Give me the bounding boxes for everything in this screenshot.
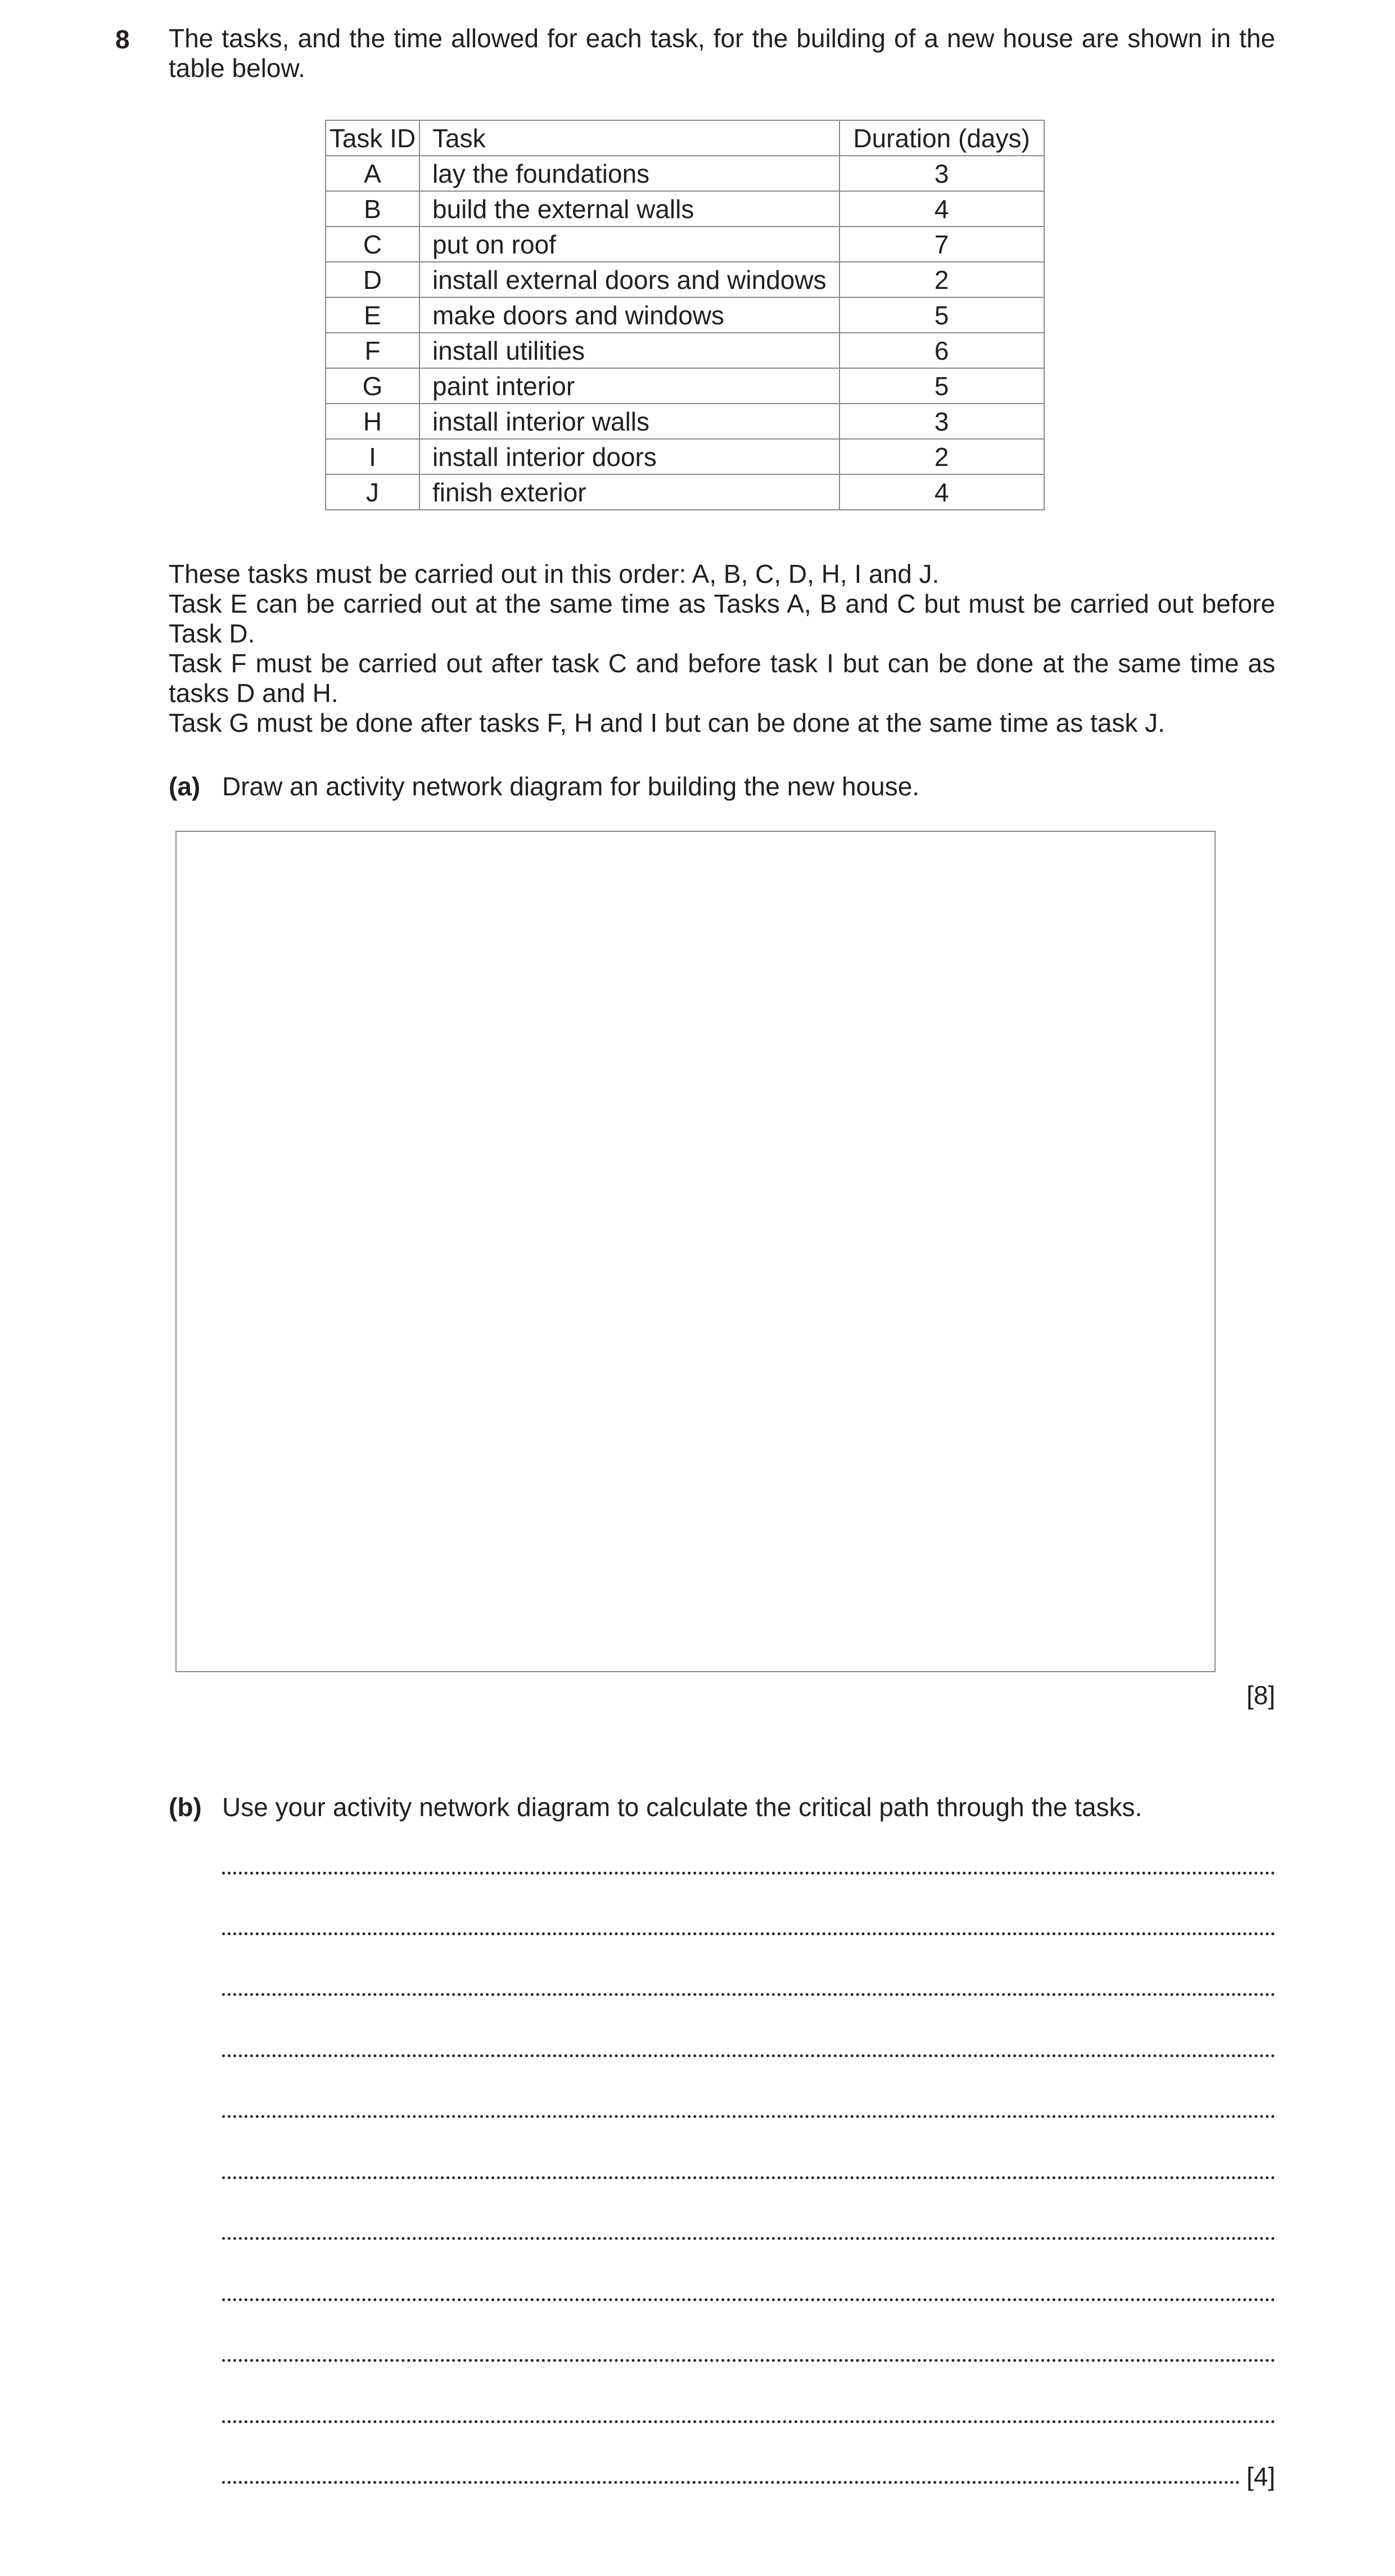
- task-name-cell: paint interior: [419, 368, 839, 404]
- task-duration-cell: 7: [839, 227, 1044, 262]
- task-id-cell: F: [326, 333, 419, 368]
- task-duration-cell: 6: [839, 333, 1044, 368]
- answer-line[interactable]: [222, 2481, 1240, 2484]
- rule-text: Task F must be carried out after task C and before task I but can be done at the same time as tasks D and H.: [169, 649, 1275, 708]
- task-name-cell: install utilities: [419, 333, 839, 368]
- task-order-rules: [169, 559, 1275, 738]
- part-a-question: Draw an activity network diagram for building the new house.: [222, 772, 920, 801]
- task-duration-cell: 2: [839, 439, 1044, 474]
- table-row: [326, 404, 1044, 439]
- question-intro: The tasks, and the time allowed for each task, for the building of a new house are shown in the table below.: [169, 24, 1275, 83]
- task-duration-cell: 4: [839, 474, 1044, 510]
- question-number: 8: [115, 25, 130, 54]
- diagram-answer-box[interactable]: [175, 831, 1216, 1672]
- task-duration-cell: 3: [839, 156, 1044, 191]
- table-row: [326, 439, 1044, 474]
- task-name-cell: put on roof: [419, 227, 839, 262]
- table-row: [326, 368, 1044, 404]
- answer-line[interactable]: [222, 2359, 1275, 2362]
- answer-line[interactable]: [222, 2298, 1275, 2301]
- task-duration-cell: 2: [839, 262, 1044, 297]
- answer-line[interactable]: [222, 2237, 1275, 2240]
- task-id-cell: I: [326, 439, 419, 474]
- table-row: [326, 474, 1044, 510]
- task-id-cell: B: [326, 191, 419, 227]
- part-b-label: (b): [169, 1792, 202, 1822]
- rule-text: Task E can be carried out at the same time as Tasks A, B and C but must be carried out before Task D.: [169, 589, 1275, 648]
- part-b-marks: [4]: [1246, 2462, 1275, 2491]
- task-duration-cell: 3: [839, 404, 1044, 439]
- rule-text: Task G must be done after tasks F, H and I but can be done at the same time as task J.: [169, 708, 1165, 737]
- table-row: [326, 262, 1044, 297]
- task-name-cell: install external doors and windows: [419, 262, 839, 297]
- task-name-cell: build the external walls: [419, 191, 839, 227]
- task-name-cell: install interior walls: [419, 404, 839, 439]
- task-name-cell: lay the foundations: [419, 156, 839, 191]
- rule-text: These tasks must be carried out in this order: A, B, C, D, H, I and J.: [169, 559, 940, 588]
- task-id-cell: G: [326, 368, 419, 404]
- task-name-cell: make doors and windows: [419, 297, 839, 333]
- table-row: [326, 191, 1044, 227]
- task-id-cell: A: [326, 156, 419, 191]
- part-a-label: (a): [169, 772, 201, 801]
- answer-line[interactable]: [222, 1872, 1275, 1875]
- task-name-cell: install interior doors: [419, 439, 839, 474]
- answer-line[interactable]: [222, 1932, 1275, 1935]
- task-duration-cell: 5: [839, 368, 1044, 404]
- task-id-cell: H: [326, 404, 419, 439]
- task-duration-cell: 5: [839, 297, 1044, 333]
- task-id-cell: D: [326, 262, 419, 297]
- answer-line[interactable]: [222, 1993, 1275, 1996]
- table-row: [326, 297, 1044, 333]
- task-id-cell: C: [326, 227, 419, 262]
- task-table: [325, 120, 1045, 510]
- part-b-question: Use your activity network diagram to calculate the critical path through the tasks.: [222, 1792, 1143, 1822]
- header-task: Task: [419, 120, 839, 156]
- answer-line[interactable]: [222, 2176, 1275, 2179]
- task-duration-cell: 4: [839, 191, 1044, 227]
- table-header-row: [326, 120, 1044, 156]
- task-name-cell: finish exterior: [419, 474, 839, 510]
- answer-line[interactable]: [222, 2054, 1275, 2057]
- task-id-cell: J: [326, 474, 419, 510]
- table-row: [326, 333, 1044, 368]
- header-task-id: Task ID: [326, 120, 419, 156]
- answer-line[interactable]: [222, 2115, 1275, 2118]
- table-row: [326, 227, 1044, 262]
- part-a-marks: [8]: [1246, 1681, 1275, 1710]
- task-id-cell: E: [326, 297, 419, 333]
- answer-line[interactable]: [222, 2420, 1275, 2423]
- header-duration: Duration (days): [839, 120, 1044, 156]
- table-row: [326, 156, 1044, 191]
